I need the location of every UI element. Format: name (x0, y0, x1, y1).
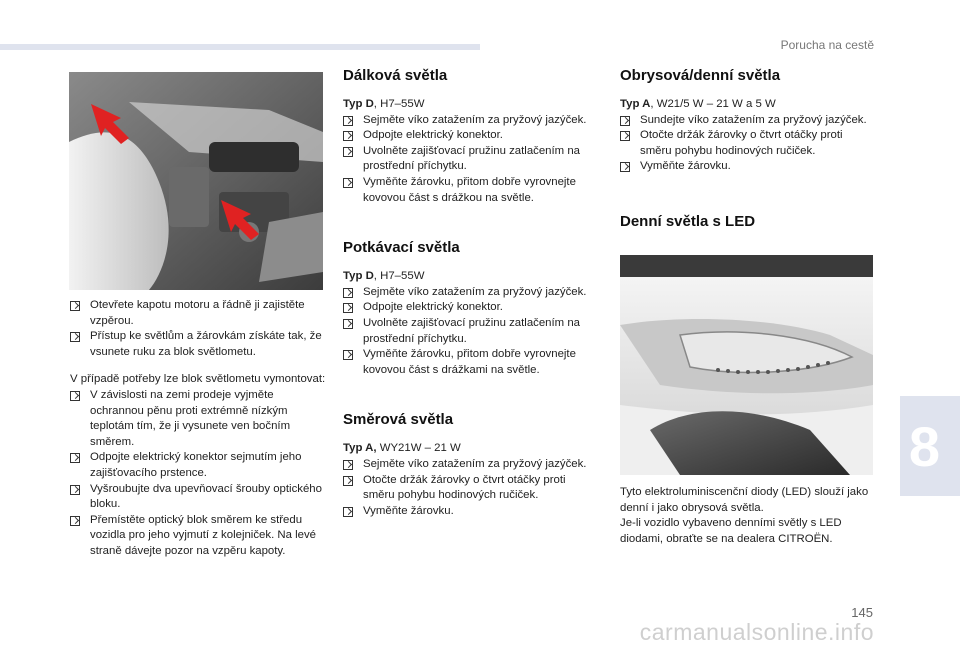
step-item: Sejměte víko zatažením za pryžový jazýček. (343, 113, 597, 129)
step-item: Otevřete kapotu motoru a řádně ji zajistěte vzpěrou. (70, 298, 326, 329)
led-para-2: Je-li vozidlo vybaveno denními světly s LED diodami, obraťte se na dealera CITROËN. (620, 517, 842, 545)
check-icon (70, 485, 80, 495)
check-icon (70, 301, 80, 311)
led-para-1: Tyto elektroluminiscenční diody (LED) slouží jako denní i jako obrysová světla. (620, 486, 869, 514)
dalkova-steps (343, 113, 597, 207)
check-icon (70, 332, 80, 342)
step-item: Vyměňte žárovku. (620, 159, 874, 175)
engine-bay-drawing (69, 72, 323, 290)
check-icon (343, 460, 353, 470)
step-item: Odpojte elektrický konektor. (343, 128, 597, 144)
step-item: Vyšroubujte dva upevňovací šrouby optického bloku. (70, 482, 326, 513)
check-icon (620, 116, 630, 126)
right-column (620, 67, 874, 231)
led-description (620, 485, 874, 547)
step-item: Odpojte elektrický konektor sejmutím jeho zajišťovacího prstence. (70, 450, 326, 481)
header-rule (0, 44, 480, 50)
section-heading-obrysova: Obrysová/denní světla (620, 67, 781, 84)
check-icon (70, 453, 80, 463)
step-item: Otočte držák žárovky o čtvrt otáčky proti směru pohybu hodinových ručiček. (343, 473, 597, 504)
check-icon (343, 288, 353, 298)
step-item: Vyměňte žárovku. (343, 504, 597, 520)
check-icon (343, 116, 353, 126)
check-icon (620, 131, 630, 141)
removal-intro: V případě potřeby lze blok světlometu vymontovat: (70, 373, 326, 386)
section-heading-potkavaci: Potkávací světla (343, 239, 460, 257)
bulb-type: Typ D, H7–55W (343, 98, 425, 110)
check-icon (343, 147, 353, 157)
bulb-type: Typ D, H7–55W (343, 270, 425, 283)
step-item: Přístup ke světlům a žárovkám získáte tak, že vsunete ruku za blok světlometu. (70, 329, 326, 360)
check-icon (343, 319, 353, 329)
opening-steps (70, 298, 326, 360)
check-icon (343, 476, 353, 486)
step-item: Odpojte elektrický konektor. (343, 300, 597, 316)
led-headlight-drawing (620, 255, 873, 475)
check-icon (343, 303, 353, 313)
check-icon (343, 178, 353, 188)
check-icon (343, 350, 353, 360)
step-item: V závislosti na zemi prodeje vyjměte ochrannou pěnu proti extrémně nízkým teplotám tím, že ji vysunete ven bočním směrem. (70, 388, 326, 450)
section-heading-smerova: Směrová světla (343, 411, 454, 429)
step-item: Vyměňte žárovku, přitom dobře vyrovnejte kovovou část s drážkou na světle. (343, 175, 597, 206)
watermark: carmanualsonline.info (639, 619, 874, 645)
section-title: Porucha na cestě (780, 38, 874, 52)
step-item: Přemístěte optický blok směrem ke středu vozidla pro jeho vyjmutí z kolejniček. Na levé straně dávejte pozor na vzpěru kapoty. (70, 513, 326, 560)
step-item: Uvolněte zajišťovací pružinu zatlačením na prostřední příchytku. (343, 144, 597, 175)
check-icon (620, 162, 630, 172)
smerova-steps (343, 457, 597, 519)
led-headlight-illustration (620, 255, 873, 475)
page-number: 145 (851, 605, 873, 620)
obrysova-steps (620, 113, 874, 175)
section-heading-led: Denní světla s LED (620, 212, 756, 230)
check-icon (70, 516, 80, 526)
left-column (70, 298, 326, 560)
bulb-type: Typ A, WY21W – 21 W (343, 442, 461, 455)
bulb-type: Typ A, W21/5 W – 21 W a 5 W (620, 98, 776, 110)
step-item: Sundejte víko zatažením za pryžový jazýček. (620, 113, 874, 129)
step-item: Sejměte víko zatažením za pryžový jazýček. (343, 457, 597, 473)
chapter-number: 8 (908, 415, 940, 478)
middle-column (343, 67, 597, 519)
engine-bay-illustration (69, 72, 323, 290)
step-item: Vyměňte žárovku, přitom dobře vyrovnejte kovovou část s drážkami na světle. (343, 347, 597, 378)
step-item: Sejměte víko zatažením za pryžový jazýček. (343, 285, 597, 301)
section-heading-dalkova: Dálková světla (343, 67, 448, 84)
potkavaci-steps (343, 285, 597, 379)
check-icon (70, 391, 80, 401)
step-item: Uvolněte zajišťovací pružinu zatlačením na prostřední příchytku. (343, 316, 597, 347)
step-item: Otočte držák žárovky o čtvrt otáčky proti směru pohybu hodinových ručiček. (620, 128, 874, 159)
check-icon (343, 131, 353, 141)
removal-steps (70, 388, 326, 560)
check-icon (343, 507, 353, 517)
